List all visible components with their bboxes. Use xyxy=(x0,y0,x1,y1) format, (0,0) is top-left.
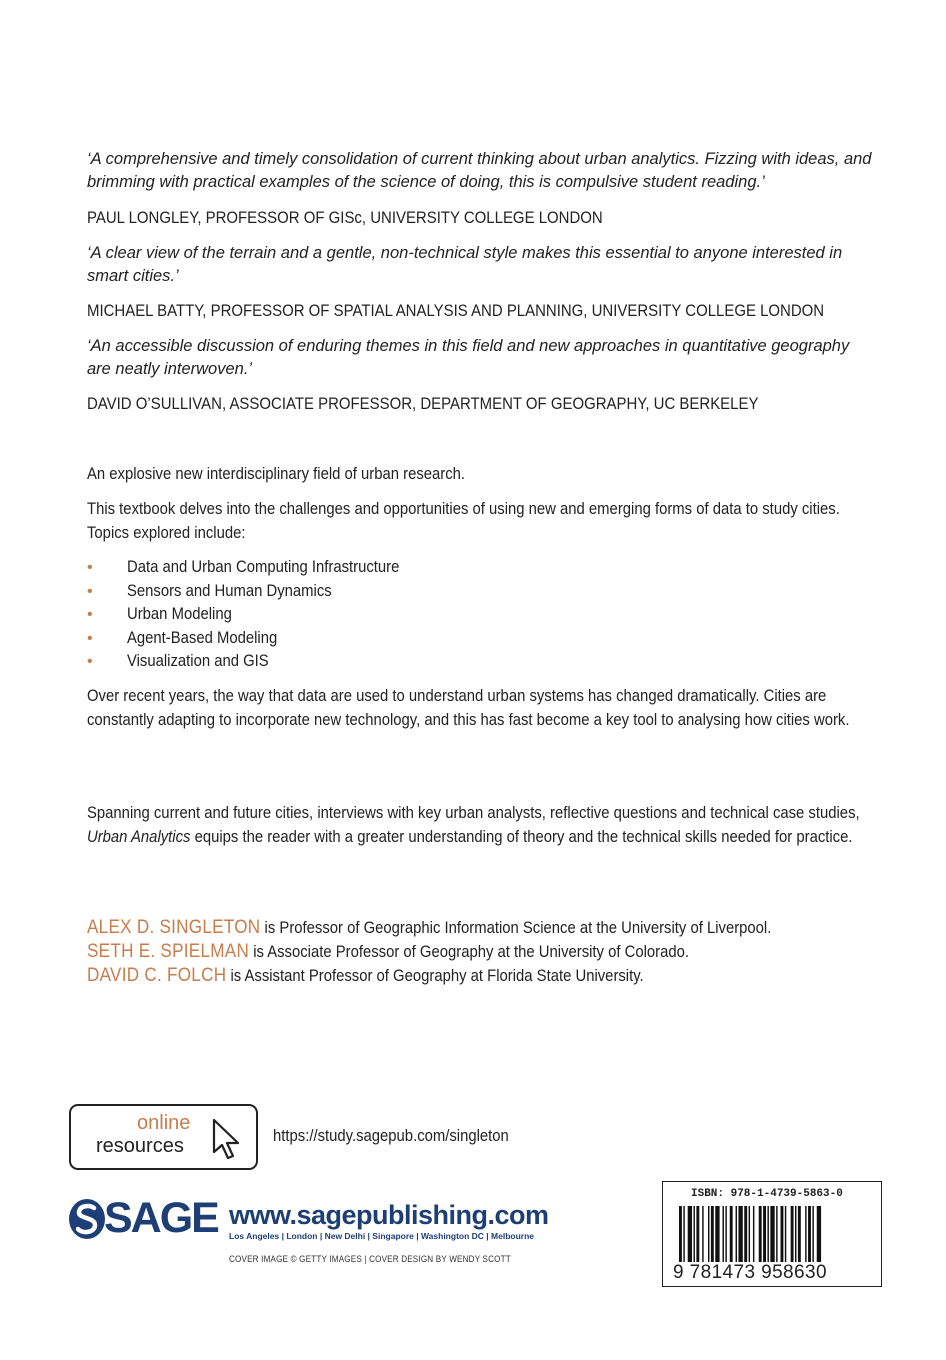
barcode-digits: 9 781473 958630 xyxy=(673,1262,827,1283)
author-bio-2: SETH E. SPIELMAN is Associate Professor of Geography at the University of Colorado. xyxy=(87,941,690,962)
online-resources-badge xyxy=(69,1104,258,1170)
book-title: Urban Analytics xyxy=(87,828,191,846)
bullet-icon: • xyxy=(87,559,93,576)
review-quote-1: ‘A comprehensive and timely consolidation of current thinking about urban analytics. Fizzing with ideas, and brimming with practical examples of the science of doing, this is compulsive student reading.’ xyxy=(87,150,872,191)
author-name: DAVID C. FOLCH xyxy=(87,965,227,986)
sage-logo-text: SAGE xyxy=(104,1194,218,1242)
publisher-website[interactable]: www.sagepublishing.com xyxy=(229,1200,549,1230)
description-recent-years: Over recent years, the way that data are used to understand urban systems has changed dramatically. Cities are constantly adapting to incorporate new technology, and this has fast become a key tool to analysing how cities work. xyxy=(87,687,850,729)
isbn-label: ISBN: 978-1-4739-5863-0 xyxy=(691,1188,843,1200)
companion-website-link[interactable]: https://study.sagepub.com/singleton xyxy=(273,1127,509,1145)
review-quote-3: ‘An accessible discussion of enduring themes in this field and new approaches in quantitative geography are neatly interwoven.’ xyxy=(87,337,850,378)
cursor-icon xyxy=(211,1118,241,1162)
description-intro: An explosive new interdisciplinary field of urban research. xyxy=(87,465,466,483)
author-name: SETH E. SPIELMAN xyxy=(87,941,250,962)
online-label: online xyxy=(137,1112,191,1134)
resources-label: resources xyxy=(96,1135,184,1157)
description-topics-intro: This textbook delves into the challenges and opportunities of using new and emerging forms of data to study cities. Topics explored include: xyxy=(87,500,840,542)
description-spanning: Spanning current and future cities, interviews with key urban analysts, reflective questions and technical case studies, Urban Analytics equips the reader with a greater understanding of theory and the technical skills needed for practice. xyxy=(87,804,860,846)
bullet-icon: • xyxy=(87,582,93,600)
barcode-bars xyxy=(679,1206,869,1262)
bullet-icon: • xyxy=(87,606,93,623)
publisher-cities: Los Angeles | London | New Delhi | Singapore | Washington DC | Melbourne xyxy=(229,1231,534,1241)
bullet-icon: • xyxy=(87,629,93,647)
sage-logo-icon xyxy=(68,1197,106,1241)
review-attribution-1: PAUL LONGLEY, PROFESSOR OF GISc, UNIVERSITY COLLEGE LONDON xyxy=(87,208,603,227)
barcode-panel xyxy=(662,1181,882,1287)
review-attribution-2: MICHAEL BATTY, PROFESSOR OF SPATIAL ANALYSIS AND PLANNING, UNIVERSITY COLLEGE LONDON xyxy=(87,301,825,320)
review-attribution-3: DAVID O’SULLIVAN, ASSOCIATE PROFESSOR, DEPARTMENT OF GEOGRAPHY, UC BERKELEY xyxy=(87,394,759,413)
author-bio-3: DAVID C. FOLCH is Assistant Professor of Geography at Florida State University. xyxy=(87,965,644,986)
review-quote-2: ‘A clear view of the terrain and a gentle, non-technical style makes this essential to anyone interested in smart cities.’ xyxy=(87,244,843,285)
cover-credit: COVER IMAGE © GETTY IMAGES | COVER DESIGN BY WENDY SCOTT xyxy=(229,1254,511,1264)
author-name: ALEX D. SINGLETON xyxy=(87,917,261,938)
bullet-icon: • xyxy=(87,653,93,670)
author-bio-1: ALEX D. SINGLETON is Professor of Geographic Information Science at the University of Liverpool. xyxy=(87,917,772,938)
